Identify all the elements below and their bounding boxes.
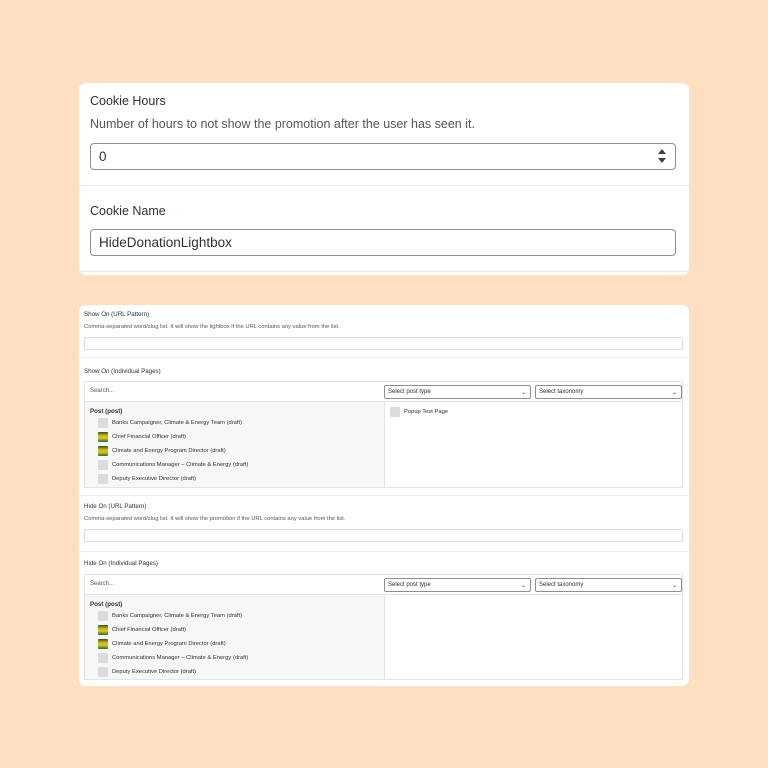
show-on-url-description: Comma-separated word/slug list. It will show the lightbox if the URL contains any value from the list. [84, 324, 340, 330]
thumbnail-placeholder-icon [98, 474, 108, 484]
hide-on-pages-picker [84, 574, 683, 680]
cookie-settings-card [79, 83, 689, 275]
show-on-pages-picker [84, 381, 683, 488]
thumbnail-placeholder-icon [98, 418, 108, 428]
thumbnail-image [98, 639, 108, 649]
hide-on-url-description: Comma-separated word/slug list. It will show the promotion if the URL contains any value from the list. [84, 516, 346, 522]
taxonomy-select-value: Select taxonomy [539, 582, 584, 588]
post-group-label: Post (post) [90, 601, 123, 608]
taxonomy-select-value: Select taxonomy [539, 389, 584, 395]
show-on-url-title: Show On (URL Pattern) [84, 311, 150, 318]
cookie-name-section [79, 186, 689, 271]
cookie-hours-description: Number of hours to not show the promotion after the user has seen it. [90, 117, 475, 131]
list-item-label: Climate and Energy Program Director (draft) [112, 448, 226, 454]
list-item-label: Banks Campaigner, Climate & Energy Team (draft) [112, 420, 243, 426]
cookie-hours-title: Cookie Hours [90, 94, 166, 108]
hide-on-pages-title: Hide On (Individual Pages) [84, 560, 158, 567]
cookie-name-input[interactable] [90, 229, 676, 256]
divider [79, 495, 689, 496]
taxonomy-select[interactable] [535, 385, 682, 399]
list-item-label: Climate and Energy Program Director (draft) [112, 641, 226, 647]
post-type-select-value: Select post type [388, 389, 431, 395]
chevron-down-icon: ⌄ [671, 390, 677, 396]
thumbnail-placeholder-icon [98, 653, 108, 663]
selected-posts-list [385, 402, 682, 487]
list-item-label: Chief Financial Officer (draft) [112, 627, 186, 633]
list-item-label: Communications Manager – Climate & Energy (draft) [112, 655, 249, 661]
divider [79, 357, 689, 358]
post-type-select-value: Select post type [388, 582, 431, 588]
cookie-hours-section [79, 83, 689, 185]
thumbnail-image [98, 432, 108, 442]
post-type-select[interactable] [384, 578, 531, 592]
post-type-select[interactable] [384, 385, 531, 399]
available-posts-list [85, 402, 385, 487]
selected-posts-list [385, 595, 682, 679]
cookie-hours-value: 0 [99, 149, 107, 164]
cookie-name-value: HideDonationLightbox [99, 235, 232, 250]
search-input[interactable]: Search... [90, 581, 115, 587]
taxonomy-select[interactable] [535, 578, 682, 592]
number-spinner[interactable] [658, 149, 666, 163]
search-input[interactable]: Search... [90, 388, 115, 394]
thumbnail-placeholder-icon [98, 460, 108, 470]
divider [79, 271, 689, 272]
chevron-down-icon: ⌄ [671, 583, 677, 589]
cookie-name-title: Cookie Name [90, 204, 166, 218]
list-item-label: Deputy Executive Director (draft) [112, 476, 197, 482]
display-rules-card [79, 305, 689, 686]
list-item-label: Banks Campaigner, Climate & Energy Team (draft) [112, 613, 243, 619]
thumbnail-placeholder-icon [390, 407, 400, 417]
thumbnail-placeholder-icon [98, 667, 108, 677]
hide-on-url-input[interactable] [84, 529, 683, 542]
picker-toolbar [85, 575, 682, 595]
picker-toolbar [85, 382, 682, 402]
show-on-pages-title: Show On (Individual Pages) [84, 368, 161, 375]
list-item-label: Communications Manager – Climate & Energy (draft) [112, 462, 249, 468]
selected-item-label: Popup Test Page [404, 409, 449, 415]
cookie-hours-input[interactable] [90, 143, 676, 170]
spinner-up-icon[interactable] [658, 149, 666, 154]
spinner-down-icon[interactable] [658, 158, 666, 163]
available-posts-list [85, 595, 385, 679]
thumbnail-placeholder-icon [98, 611, 108, 621]
post-group-label: Post (post) [90, 408, 123, 415]
list-item-label: Chief Financial Officer (draft) [112, 434, 186, 440]
divider [79, 551, 689, 552]
chevron-down-icon: ⌄ [520, 390, 526, 396]
list-item-label: Deputy Executive Director (draft) [112, 669, 197, 675]
thumbnail-image [98, 446, 108, 456]
show-on-url-input[interactable] [84, 337, 683, 350]
hide-on-url-title: Hide On (URL Pattern) [84, 503, 147, 510]
thumbnail-image [98, 625, 108, 635]
chevron-down-icon: ⌄ [520, 583, 526, 589]
